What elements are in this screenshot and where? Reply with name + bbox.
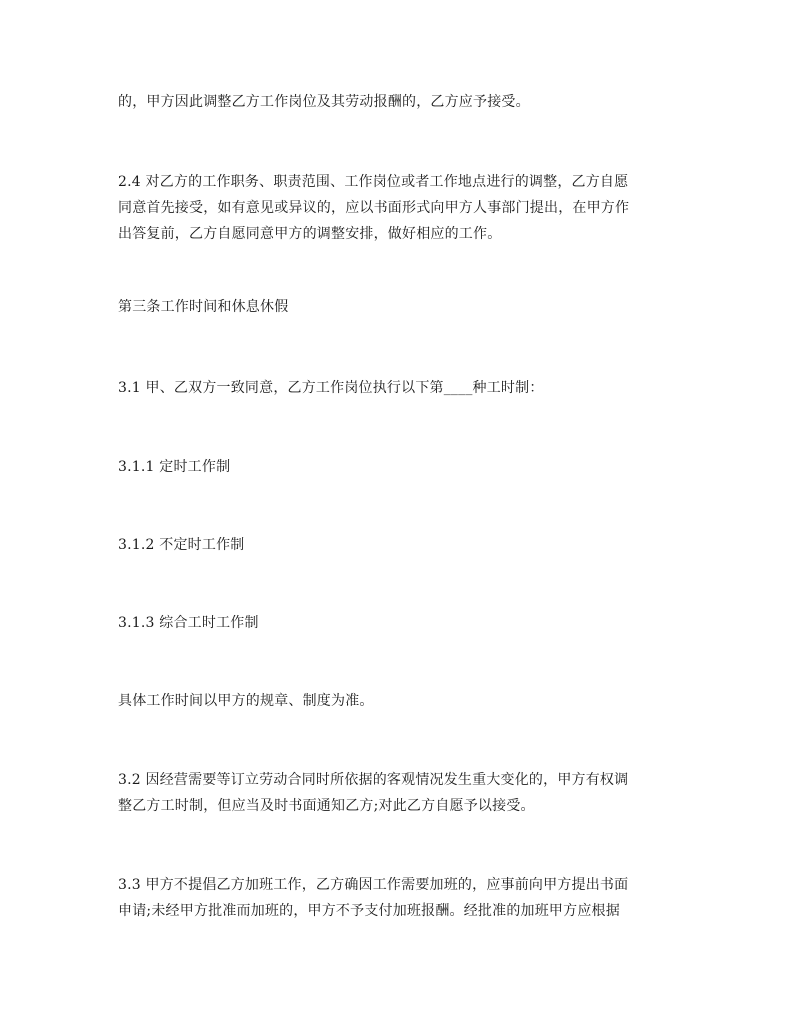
section-heading-article-3 xyxy=(118,294,686,320)
text-line: 出答复前，乙方自愿同意甲方的调整安排，做好相应的工作。 xyxy=(118,226,502,242)
text-line: 3.2 因经营需要等订立劳动合同时所依据的客观情况发生重大变化的，甲方有权调 xyxy=(118,772,629,788)
paragraph-2-3-tail xyxy=(118,89,686,115)
paragraph-work-time-rules xyxy=(118,688,686,714)
text-line: 具体工作时间以甲方的规章、制度为准。 xyxy=(118,693,374,709)
text-line: 的，甲方因此调整乙方工作岗位及其劳动报酬的，乙方应予接受。 xyxy=(118,94,530,110)
text-line: 整乙方工时制，但应当及时书面通知乙方;对此乙方自愿予以接受。 xyxy=(118,798,535,814)
text-line: 3.1.3 综合工时工作制 xyxy=(118,615,259,631)
paragraph-3-1-3 xyxy=(118,610,686,636)
text-line: 3.1 甲、乙双方一致同意，乙方工作岗位执行以下第____种工时制： xyxy=(118,380,544,396)
paragraph-3-3 xyxy=(118,872,686,924)
text-line: 第三条工作时间和休息休假 xyxy=(118,299,289,315)
paragraph-2-4 xyxy=(118,169,686,247)
text-line: 2.4 对乙方的工作职务、职责范围、工作岗位或者工作地点进行的调整，乙方自愿 xyxy=(118,174,629,190)
paragraph-3-1-1 xyxy=(118,454,686,480)
text-line: 申请;未经甲方批准而加班的，甲方不予支付加班报酬。经批准的加班甲方应根据 xyxy=(118,903,620,919)
text-line: 3.3 甲方不提倡乙方加班工作，乙方确因工作需要加班的，应事前向甲方提出书面 xyxy=(118,877,629,893)
text-line: 3.1.2 不定时工作制 xyxy=(118,537,245,553)
paragraph-3-1-2 xyxy=(118,532,686,558)
paragraph-3-1 xyxy=(118,375,686,401)
paragraph-3-2 xyxy=(118,767,686,819)
text-line: 同意首先接受，如有意见或异议的，应以书面形式向甲方人事部门提出，在甲方作 xyxy=(118,200,630,216)
text-line: 3.1.1 定时工作制 xyxy=(118,459,231,475)
